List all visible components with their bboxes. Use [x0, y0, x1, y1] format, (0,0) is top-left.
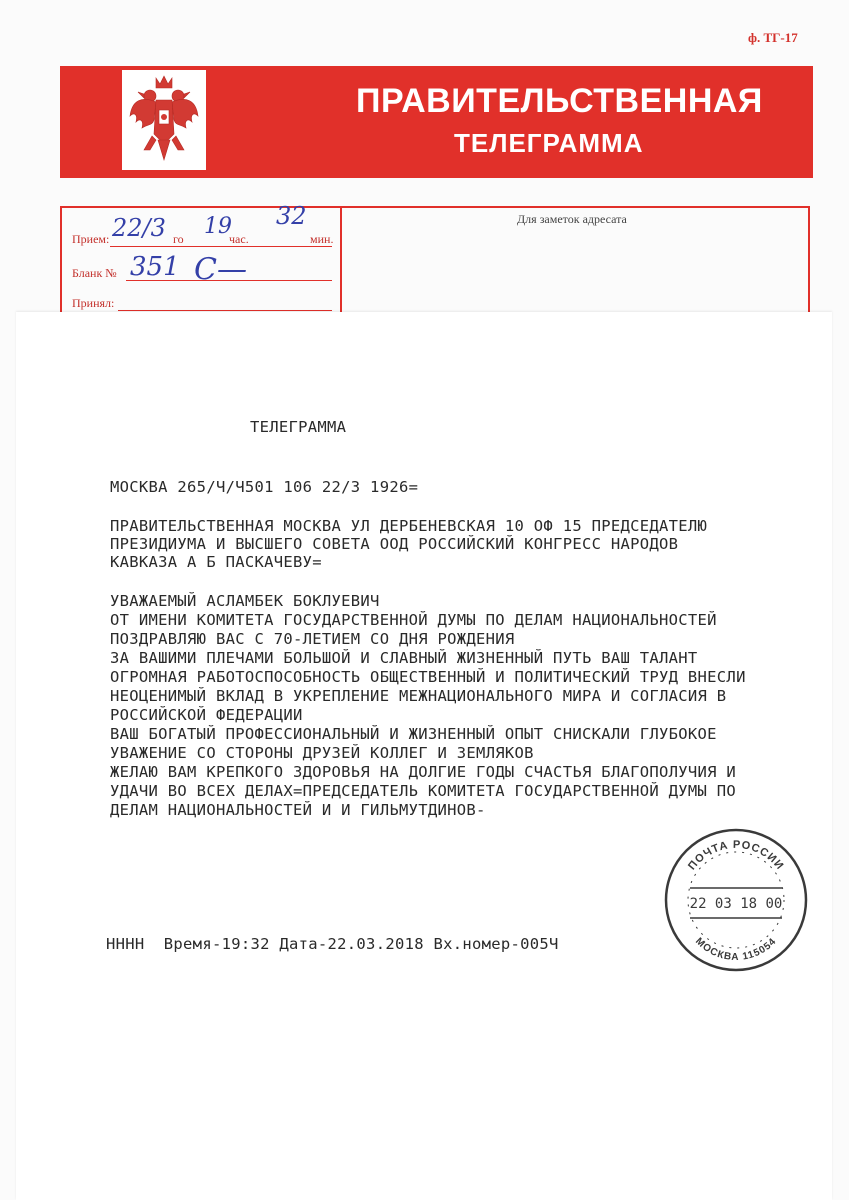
postmark-top-text: ПОЧТА РОССИИ: [685, 838, 787, 873]
blank-label: Бланк №: [72, 266, 117, 280]
header-band: [60, 66, 813, 178]
postmark-stamp: [662, 826, 810, 974]
russian-coat-of-arms-icon: [122, 70, 206, 170]
received-date: 22/3: [112, 214, 166, 242]
form-code: ф. ТГ-17: [748, 30, 798, 45]
body-line: ОТ ИМЕНИ КОМИТЕТА ГОСУДАРСТВЕННОЙ ДУМЫ ПО ДЕЛАМ НАЦИОНАЛЬНОСТЕЙ: [110, 611, 717, 629]
min-label: мин.: [310, 232, 334, 246]
receipt-frame: [60, 202, 810, 314]
emblem-box: [122, 70, 206, 170]
body-line: ПОЗДРАВЛЯЮ ВАС С 70-ЛЕТИЕМ СО ДНЯ РОЖДЕНИЯ: [110, 630, 515, 648]
header-title-line2: ТЕЛЕГРАММА: [454, 128, 644, 158]
received-line: [110, 246, 332, 247]
blank-number: 351: [130, 252, 180, 282]
accepted-label: Принял:: [72, 296, 115, 310]
signature: С—: [194, 252, 247, 287]
address-line: ПРЕЗИДИУМА И ВЫСШЕГО СОВЕТА ООД РОССИЙСКИЙ КОНГРЕСС НАРОДОВ: [110, 535, 679, 553]
postmark-bottom-text: МОСКВА 115054: [693, 935, 779, 964]
body-line: ВАШ БОГАТЫЙ ПРОФЕССИОНАЛЬНЫЙ И ЖИЗНЕННЫЙ ОПЫТ СНИСКАЛИ ГЛУБОКОЕ: [110, 725, 717, 743]
body-line: ЖЕЛАЮ ВАМ КРЕПКОГО ЗДОРОВЬЯ НА ДОЛГИЕ ГОДЫ СЧАСТЬЯ БЛАГОПОЛУЧИЯ И: [110, 763, 737, 781]
telegram-footer: НННН Время-19:32 Дата-22.03.2018 Вх.номер-005Ч: [106, 935, 559, 953]
body-line: УВАЖЕНИЕ СО СТОРОНЫ ДРУЗЕЙ КОЛЛЕГ И ЗЕМЛЯКОВ: [110, 744, 534, 762]
address-line: ПРАВИТЕЛЬСТВЕННАЯ МОСКВА УЛ ДЕРБЕНЕВСКАЯ 10 ОФ 15 ПРЕДСЕДАТЕЛЮ: [110, 517, 708, 535]
body-line: НЕОЦЕНИМЫЙ ВКЛАД В УКРЕПЛЕНИЕ МЕЖНАЦИОНАЛЬНОГО МИРА И СОГЛАСИЯ В: [110, 687, 727, 705]
telegram-routing: МОСКВА 265/Ч/Ч501 106 22/3 1926=: [110, 478, 419, 496]
postmark-date: 22 03 18 00: [689, 896, 783, 912]
received-label: Прием:: [72, 232, 110, 246]
body-line: ОГРОМНАЯ РАБОТОСПОСОБНОСТЬ ОБЩЕСТВЕННЫЙ И ПОЛИТИЧЕСКИЙ ТРУД ВНЕСЛИ: [110, 668, 746, 686]
body-line: ДЕЛАМ НАЦИОНАЛЬНОСТЕЙ И И ГИЛЬМУТДИНОВ-: [110, 801, 486, 819]
body-line: УВАЖАЕМЫЙ АСЛАМБЕК БОКЛУЕВИЧ: [110, 592, 380, 610]
body-line: РОССИЙСКОЙ ФЕДЕРАЦИИ: [110, 706, 303, 724]
body-line: ЗА ВАШИМИ ПЛЕЧАМИ БОЛЬШОЙ И СЛАВНЫЙ ЖИЗНЕННЫЙ ПУТЬ ВАШ ТАЛАНТ: [110, 649, 698, 667]
day-label: го: [173, 232, 184, 246]
received-hour: 19: [204, 214, 232, 239]
received-min: 32: [276, 202, 307, 230]
receipt-panel: [62, 202, 342, 314]
telegram-heading: ТЕЛЕГРАММА: [250, 418, 347, 436]
body-line: УДАЧИ ВО ВСЕХ ДЕЛАХ=ПРЕДСЕДАТЕЛЬ КОМИТЕТА ГОСУДАРСТВЕННОЙ ДУМЫ ПО: [110, 782, 737, 800]
notes-label: Для заметок адресата: [517, 212, 627, 226]
accepted-line: [118, 310, 332, 311]
header-title-line1: ПРАВИТЕЛЬСТВЕННАЯ: [356, 82, 763, 120]
hour-label: час.: [229, 232, 249, 246]
address-line: КАВКАЗА А Б ПАСКАЧЕВУ=: [110, 553, 322, 571]
